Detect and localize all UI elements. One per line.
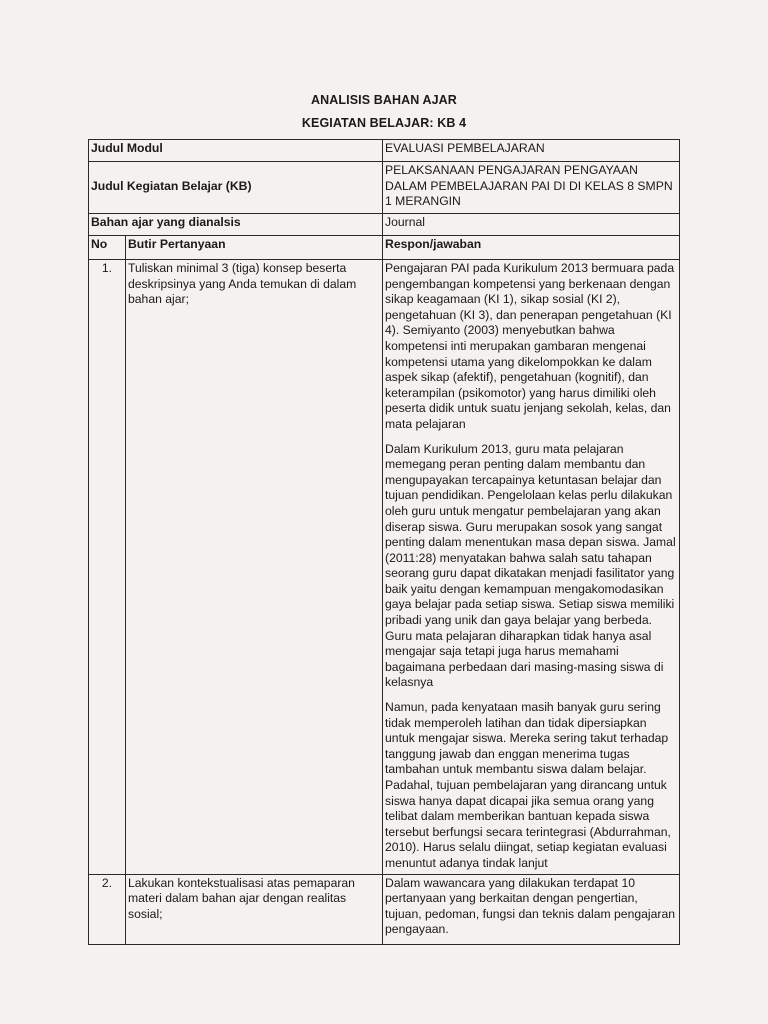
row-number: 2. xyxy=(89,874,126,944)
row-answer xyxy=(383,260,680,875)
analysis-table xyxy=(88,139,680,945)
modul-value: EVALUASI PEMBELAJARAN xyxy=(383,140,680,162)
kb-value: PELAKSANAAN PENGAJARAN PENGAYAAN DALAM PEMBELAJARAN PAI DI DI KELAS 8 SMPN 1 MERANGIN xyxy=(383,162,680,214)
document-subtitle: KEGIATAN BELAJAR: KB 4 xyxy=(301,116,467,130)
table-header-row xyxy=(89,236,680,260)
answer-paragraph: Namun, pada kenyataan masih banyak guru sering tidak memperoleh latihan dan tidak dipersiapkan untuk mengajar siswa. Mereka sering takut terhadap tanggung jawab dan enggan menerima tugas tambahan untuk membantu siswa dalam belajar. Padahal, tujuan pembelajaran yang dirancang untuk siswa hanya dapat dicapai jika semua orang yang telibat dalam memberikan bantuan kepada siswa tersebut berfungsi secara terintegrasi (Abdurrahman, 2010). Harus selalu diingat, setiap kegiatan evaluasi menuntut adanya tindak lanjut xyxy=(385,700,671,870)
answer-paragraph: Dalam wawancara yang dilakukan terdapat 10 pertanyaan yang berkaitan dengan pengertian, tujuan, pedoman, fungsi dan teknis dalam pengajaran pengayaan. xyxy=(385,875,676,937)
table-row xyxy=(89,874,680,944)
table-row-modul xyxy=(89,140,680,162)
modul-label: Judul Modul xyxy=(89,140,383,162)
header-respon: Respon/jawaban xyxy=(383,236,680,260)
row-question: Lakukan kontekstualisasi atas pemaparan materi dalam bahan ajar dengan realitas sosial; xyxy=(126,874,383,944)
table-row-kb xyxy=(89,162,680,214)
table-row-bahan xyxy=(89,214,680,236)
kb-label: Judul Kegiatan Belajar (KB) xyxy=(89,162,383,214)
table-row xyxy=(89,260,680,875)
row-answer xyxy=(383,874,680,944)
answer-paragraph: Pengajaran PAI pada Kurikulum 2013 bermuara pada pengembangan kompetensi yang berkenaan dengan sikap keagamaan (KI 1), sikap sosial (KI 2), pengetahuan (KI 3), dan penerapan pengetahuan (KI 4). Semiyanto (2003) menyebutkan bahwa kompetensi inti merupakan gambaran mengenai kompetensi utama yang dikelompokkan ke dalam aspek sikap (afektif), pengetahuan (kognitif), dan keterampilan (psikomotor) yang harus dimiliki oleh peserta didik untuk suatu jenjang sekolah, kelas, dan mata pelajaran xyxy=(385,261,675,431)
row-number: 1. xyxy=(89,260,126,875)
bahan-label: Bahan ajar yang dianalsis xyxy=(89,214,383,236)
header-butir: Butir Pertanyaan xyxy=(126,236,383,260)
header-no: No xyxy=(89,236,126,260)
document-title: ANALISIS BAHAN AJAR xyxy=(311,93,457,107)
answer-paragraph: Dalam Kurikulum 2013, guru mata pelajaran memegang peran penting dalam membantu dan mengupayakan tercapainya ketuntasan belajar dan tujuan pendidikan. Pengelolaan kelas perlu dilakukan oleh guru untuk mengatur pembelajaran yang akan diserap siswa. Guru merupakan sosok yang sangat penting dalam menentukan masa depan siswa. Jamal (2011:28) menyatakan bahwa salah satu tahapan seorang guru dapat dikatakan menjadi fasilitator yang baik yaitu dengan kemampuan mengakomodasikan gaya belajar pada setiap siswa. Setiap siswa memiliki pribadi yang unik dan gaya belajar yang berbeda. Guru mata pelajaran diharapkan tidak hanya asal mengajar saja tetapi juga harus memahami bagaimana perbedaan dari masing-masing siswa di kelasnya xyxy=(385,441,676,690)
bahan-value: Journal xyxy=(383,214,680,236)
row-question: Tuliskan minimal 3 (tiga) konsep beserta deskripsinya yang Anda temukan di dalam bahan ajar; xyxy=(126,260,383,875)
